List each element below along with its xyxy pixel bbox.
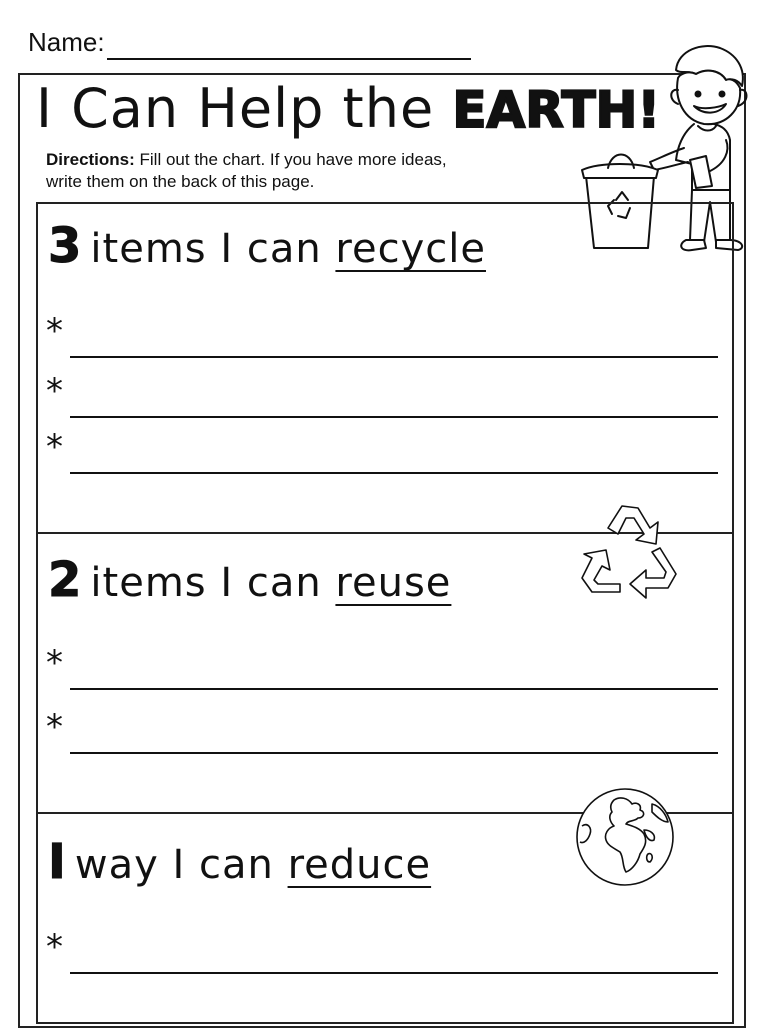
worksheet-title: [36, 72, 660, 147]
recycle-heading-text: items I can: [90, 226, 336, 272]
recycle-section: [38, 204, 732, 534]
bullet-star: *: [46, 311, 63, 351]
worksheet-chart: [36, 202, 734, 1024]
recycle-answer-line-2[interactable]: [46, 371, 718, 418]
recycle-answer-line-1[interactable]: [46, 311, 718, 358]
recycle-symbol-icon: [572, 500, 684, 608]
reduce-heading-text: way I can: [74, 842, 288, 888]
recycle-verb: recycle: [335, 226, 486, 272]
answer-rule: [70, 416, 718, 418]
answer-rule: [70, 356, 718, 358]
recycle-answer-line-3[interactable]: [46, 427, 718, 474]
directions-line-1: Fill out the chart. If you have more ideas,: [134, 150, 447, 169]
reuse-answer-line-1[interactable]: [46, 643, 718, 690]
reuse-heading: [48, 552, 451, 611]
recycle-count: 3: [48, 218, 83, 274]
name-row: [28, 24, 471, 60]
reuse-count: 2: [48, 552, 83, 608]
bullet-star: *: [46, 643, 63, 683]
answer-rule: [70, 972, 718, 974]
bullet-star: *: [46, 927, 63, 967]
directions-line-2: write them on the back of this page.: [46, 172, 315, 191]
bullet-star: *: [46, 427, 63, 467]
title-text: I Can Help the: [36, 77, 453, 140]
bullet-star: *: [46, 707, 63, 747]
name-label: Name:: [28, 27, 105, 57]
reduce-heading: [48, 834, 431, 893]
directions: [46, 149, 606, 193]
name-field[interactable]: [107, 28, 471, 60]
reduce-answer-line-1[interactable]: [46, 927, 718, 974]
answer-rule: [70, 472, 718, 474]
bullet-star: *: [46, 371, 63, 411]
reuse-verb: reuse: [335, 560, 452, 606]
reuse-answer-line-2[interactable]: [46, 707, 718, 754]
recycle-heading: [48, 218, 486, 277]
reuse-heading-text: items I can: [90, 560, 336, 606]
reduce-verb: reduce: [287, 842, 432, 888]
reduce-count: I: [48, 834, 67, 890]
globe-icon: [574, 786, 676, 888]
answer-rule: [70, 752, 718, 754]
answer-rule: [70, 688, 718, 690]
directions-label: Directions:: [46, 150, 135, 169]
title-emphasis: EARTH!: [452, 81, 661, 139]
